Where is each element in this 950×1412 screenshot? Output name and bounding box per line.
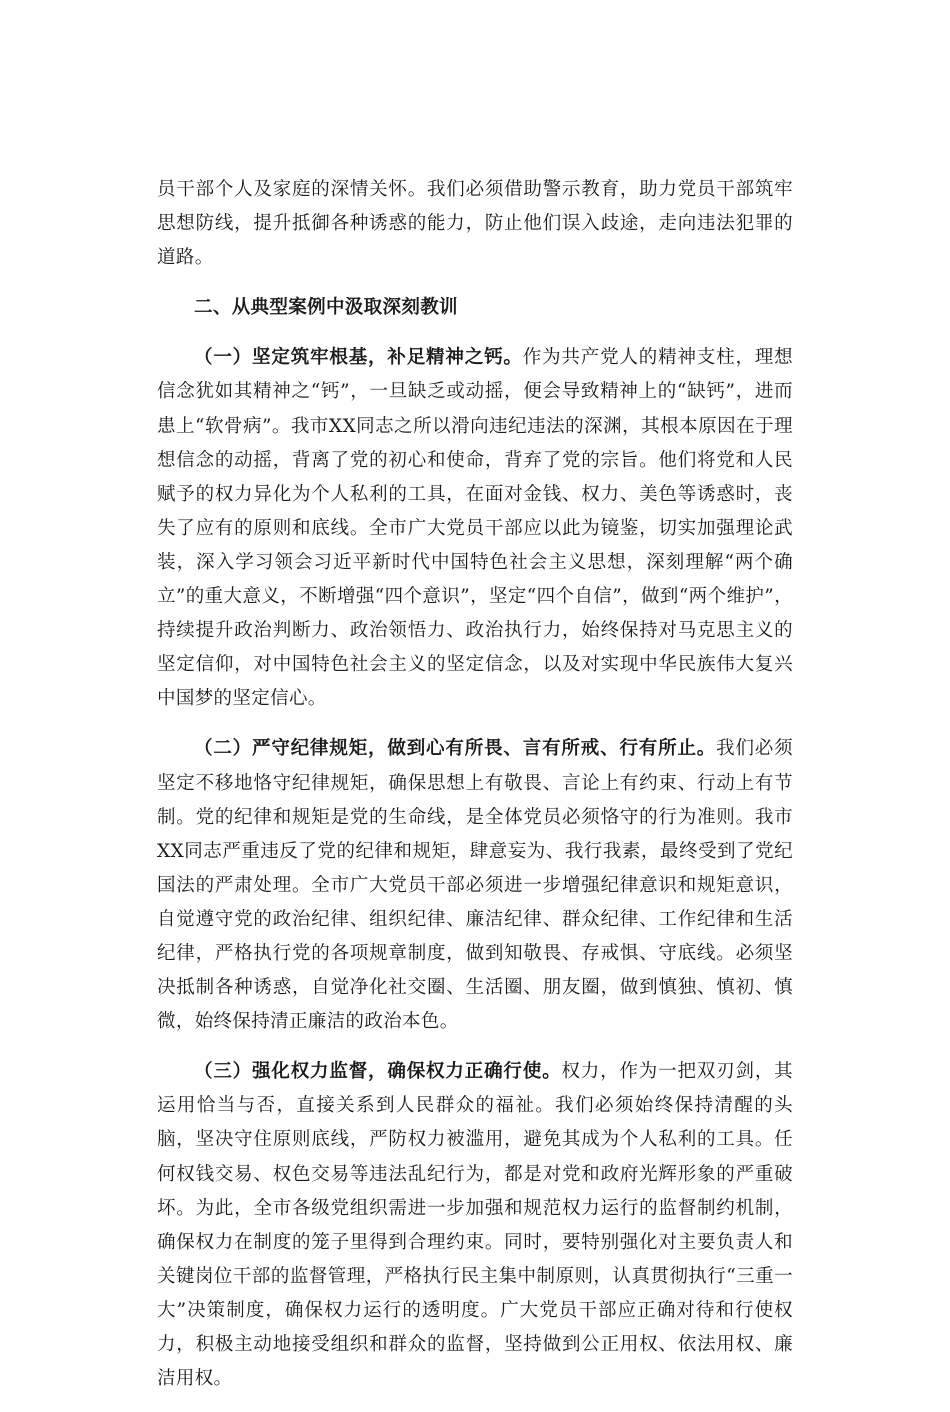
intro-paragraph [157, 173, 793, 275]
section-3-paragraph [157, 1055, 793, 1396]
section-1-paragraph [157, 341, 793, 716]
section-3-lead: （三）强化权力监督，确保权力正确行使。 [194, 1061, 562, 1083]
section-heading: 二、从典型案例中汲取深刻教训 [194, 297, 458, 319]
section-2-paragraph [157, 732, 793, 1039]
section-2-lead: （二）严守纪律规矩，做到心有所畏、言有所戒、行有所止。 [194, 738, 717, 760]
section-3-body: 权力，作为一把双刃剑，其运用恰当与否，直接关系到人民群众的福祉。我们必须始终保持清醒的头脑，坚决守住原则底线，严防权力被滥用，避免其成为个人私利的工具。任何权钱交易、权色交易等违法乱纪行为，都是对党和政府光辉形象的严重破坏。为此，全市各级党组织需进一步加强和规范权力运行的监督制约机制，确保权力在制度的笼子里得到合理约束。同时，要特别强化对主要负责人和关键岗位干部的监督管理，严格执行民主集中制原则，认真贯彻执行“三重一大”决策制度，确保权力运行的透明度。广大党员干部应正确对待和行使权力，积极主动地接受组织和群众的监督，坚持做到公正用权、依法用权、廉洁用权。 [157, 1061, 794, 1390]
section-1-lead: （一）坚定筑牢根基，补足精神之钙。 [194, 347, 523, 369]
document-body [157, 173, 793, 1412]
section-1-body: 作为共产党人的精神支柱，理想信念犹如其精神之“钙”，一旦缺乏或动摇，便会导致精神上的“缺钙”，进而患上“软骨病”。我市XX同志之所以滑向违纪违法的深渊，其根本原因在于理想信念的动摇，背离了党的初心和使命，背弃了党的宗旨。他们将党和人民赋予的权力异化为个人私利的工具，在面对金钱、权力、美色等诱惑时，丧失了应有的原则和底线。全市广大党员干部应以此为镜鉴，切实加强理论武装，深入学习领会习近平新时代中国特色社会主义思想，深刻理解“两个确立”的重大意义，不断增强“四个意识”，坚定“四个自信”，做到“两个维护”，持续提升政治判断力、政治领悟力、政治执行力，始终保持对马克思主义的坚定信仰，对中国特色社会主义的坚定信念，以及对实现中华民族伟大复兴中国梦的坚定信心。 [157, 347, 793, 710]
section-2-body: 我们必须坚定不移地恪守纪律规矩，确保思想上有敬畏、言论上有约束、行动上有节制。党的纪律和规矩是党的生命线，是全体党员必须恪守的行为准则。我市XX同志严重违反了党的纪律和规矩，肆意妄为、我行我素，最终受到了党纪国法的严肃处理。全市广大党员干部必须进一步增强纪律意识和规矩意识，自觉遵守党的政治纪律、组织纪律、廉洁纪律、群众纪律、工作纪律和生活纪律，严格执行党的各项规章制度，做到知敬畏、存戒惧、守底线。必须坚决抵制各种诱惑，自觉净化社交圈、生活圈、朋友圈，做到慎独、慎初、慎微，始终保持清正廉洁的政治本色。 [157, 738, 794, 1033]
intro-paragraph-text: 员干部个人及家庭的深情关怀。我们必须借助警示教育，助力党员干部筑牢思想防线，提升抵御各种诱惑的能力，防止他们误入歧途，走向违法犯罪的道路。 [157, 179, 793, 269]
